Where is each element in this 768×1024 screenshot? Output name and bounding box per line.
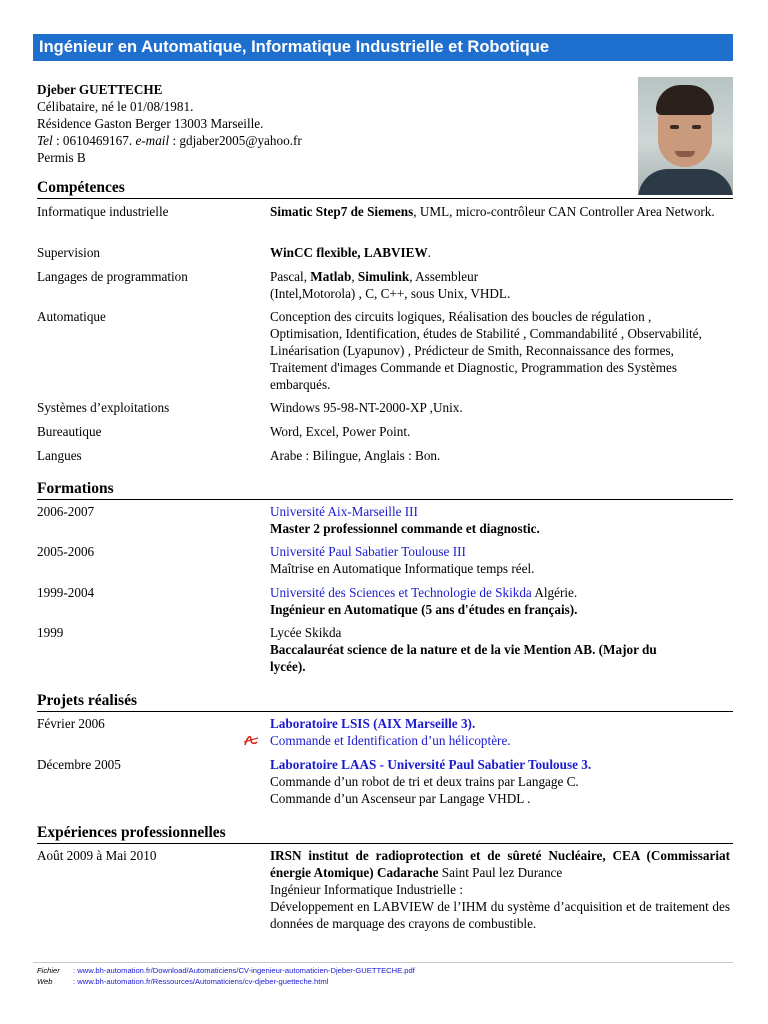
- footer-web-label: Web: [37, 977, 53, 986]
- experience-description: Développement en LABVIEW de l’IHM du système d’acquisition et de traitement des données de marquage des crayons de combustible.: [270, 899, 730, 931]
- footer-file-link[interactable]: : www.bh-automation.fr/Download/Automaticiens/CV-ingenieur-automaticien-Djeber-GUETTECHE.pdf: [73, 966, 415, 975]
- civil-status: Célibataire, né le 01/08/1981.: [37, 99, 194, 114]
- formation-school-link[interactable]: Université des Sciences et Technologie de Skikda: [270, 585, 532, 600]
- formation-date: 1999: [37, 625, 64, 640]
- contact-line: [37, 132, 597, 149]
- footer-web-line: [37, 977, 328, 987]
- formation-date: 1999-2004: [37, 585, 95, 600]
- driving-license: Permis B: [37, 150, 86, 165]
- project-description-link[interactable]: Commande et Identification d’un hélicoptère.: [270, 733, 511, 748]
- competence-value: Word, Excel, Power Point.: [270, 424, 411, 439]
- project-date: Décembre 2005: [37, 757, 121, 772]
- footer-divider: [33, 962, 733, 963]
- experience-date: Août 2009 à Mai 2010: [37, 848, 157, 863]
- formation-degree: Maîtrise en Automatique Informatique temps réel.: [270, 561, 535, 576]
- email-label: e-mail: [132, 133, 170, 148]
- competence-value: Arabe : Bilingue, Anglais : Bon.: [270, 448, 441, 463]
- tel-label: Tel: [37, 133, 53, 148]
- competence-label: Langues: [37, 448, 82, 463]
- formation-date: 2006-2007: [37, 504, 95, 519]
- competence-value: Pascal, Matlab, Simulink, Assembleur (Intel,Motorola) , C, C++, sous Unix, VHDL.: [270, 269, 511, 301]
- formation-country: Algérie.: [531, 585, 578, 600]
- competence-label: Bureautique: [37, 424, 102, 439]
- formation-degree: Master 2 professionnel commande et diagnostic.: [270, 521, 540, 536]
- address: Résidence Gaston Berger 13003 Marseille.: [37, 116, 264, 131]
- email-value[interactable]: : gdjaber2005@yahoo.fr: [169, 133, 302, 148]
- section-title-formations: Formations: [37, 479, 733, 500]
- formation-degree: Ingénieur en Automatique (5 ans d'études en français).: [270, 602, 578, 617]
- project-description: Commande d’un Ascenseur par Langage VHDL .: [270, 791, 531, 806]
- competence-label: Langages de programmation: [37, 269, 188, 284]
- project-lab-link[interactable]: Laboratoire LSIS (AIX Marseille 3).: [270, 716, 476, 731]
- competence-label: Informatique industrielle: [37, 204, 169, 219]
- footer-web-link[interactable]: : www.bh-automation.fr/Ressources/Automaticiens/cv-djeber-guetteche.html: [73, 977, 329, 986]
- experience-role: Ingénieur Informatique Industrielle :: [270, 882, 463, 897]
- section-title-experiences: Expériences professionnelles: [37, 823, 733, 844]
- formation-school-link[interactable]: Université Paul Sabatier Toulouse III: [270, 544, 466, 559]
- tel-value: : 0610469167.: [52, 133, 133, 148]
- project-description: Commande d’un robot de tri et deux trains par Langage C.: [270, 774, 579, 789]
- section-title-competences: Compétences: [37, 178, 733, 199]
- project-date: Février 2006: [37, 716, 105, 731]
- formation-school-link[interactable]: Université Aix-Marseille III: [270, 504, 418, 519]
- formation-date: 2005-2006: [37, 544, 95, 559]
- cv-title-banner: Ingénieur en Automatique, Informatique Industrielle et Robotique: [33, 34, 733, 61]
- project-lab-link[interactable]: Laboratoire LAAS - Université Paul Sabatier Toulouse 3.: [270, 757, 592, 772]
- experience-organisation: IRSN institut de radioprotection et de sûreté Nucléaire, CEA (Commissariat énergie Atomique) Cadarache Saint Paul lez Durance: [270, 848, 730, 880]
- section-title-projets: Projets réalisés: [37, 691, 733, 712]
- competence-value: Windows 95-98-NT-2000-XP ,Unix.: [270, 400, 463, 415]
- competence-value: Simatic Step7 de Siemens, UML, micro-contrôleur CAN Controller Area Network.: [270, 204, 715, 219]
- footer-file-label: Fichier: [37, 966, 60, 975]
- competence-value: WinCC flexible, LABVIEW.: [270, 245, 431, 260]
- competence-label: Supervision: [37, 245, 101, 260]
- footer-file-line: [37, 966, 415, 976]
- competence-value: Conception des circuits logiques, Réalisation des boucles de régulation , Optimisation, Identification, études de Stabilité , Commandabilité , Observabilité, Linéarisation (Lyapunov) , Prédicteur de Smith, Reconnaissance des formes, Traitement d'images Commande et Diagnostic, Programmation des Systèmes embarqués.: [270, 309, 702, 392]
- formation-degree: Baccalauréat science de la nature et de la vie Mention AB. (Major du lycée).: [270, 642, 657, 674]
- competence-label: Automatique: [37, 309, 106, 324]
- candidate-name: Djeber GUETTECHE: [37, 82, 163, 97]
- pdf-icon[interactable]: [243, 733, 259, 747]
- formation-school: Lycée Skikda: [270, 625, 342, 640]
- competence-label: Systèmes d’exploitations: [37, 400, 170, 415]
- identity-block: [37, 81, 597, 166]
